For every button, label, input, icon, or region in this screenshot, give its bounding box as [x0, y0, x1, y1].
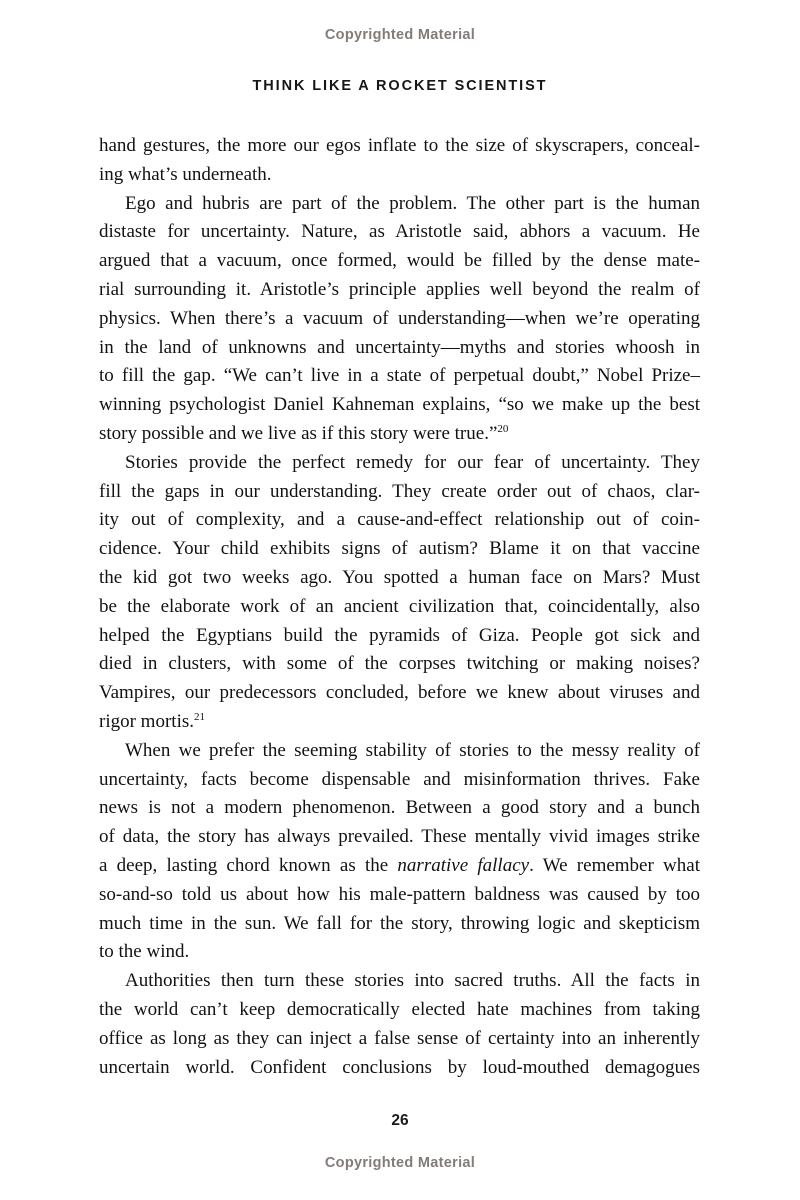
text-line: When we prefer the seeming stability of stories to the messy reality of	[125, 739, 700, 761]
text-line: died in clusters, with some of the corpses twitching or making noises?	[99, 653, 700, 675]
copyright-notice-top: Copyrighted Material	[324, 27, 476, 43]
text-line: helped the Egyptians build the pyramids of Giza. People got sick and	[99, 624, 700, 646]
text-line: of data, the story has always prevailed. These mentally vivid images strike	[99, 826, 700, 848]
text-line: story possible and we live as if this story were true.”$^{20}$	[99, 422, 509, 444]
text-line: office as long as they can inject a false sense of certainty into an inherently	[99, 1027, 700, 1049]
text-line: Ego and hubris are part of the problem. The other part is the human	[125, 192, 700, 214]
text-block	[99, 132, 700, 1082]
text-line: physics. When there’s a vacuum of understanding—when we’re operating	[99, 307, 700, 329]
text-line: winning psychologist Daniel Kahneman explains, “so we make up the best	[99, 394, 700, 416]
paragraph	[99, 967, 700, 1082]
copyright-notice-bottom: Copyrighted Material	[324, 1155, 476, 1171]
text-line: hand gestures, the more our egos inflate to the size of skyscrapers, conceal-	[99, 135, 700, 156]
text-line: argued that a vacuum, once formed, would be filled by the dense mate-	[99, 250, 700, 272]
text-line: rigor mortis.$^{21}$	[99, 710, 205, 732]
text-line: Authorities then turn these stories into sacred truths. All the facts in	[125, 970, 700, 992]
text-line: a deep, lasting chord known as the narrative fallacy. We remember what	[99, 854, 700, 876]
text-line: be the elaborate work of an ancient civilization that, coincidentally, also	[99, 595, 700, 617]
text-line: in the land of unknowns and uncertainty—myths and stories whoosh in	[99, 336, 700, 358]
text-line: so-and-so told us about how his male-pattern baldness was caused by too	[99, 883, 700, 905]
text-line: distaste for uncertainty. Nature, as Aristotle said, abhors a vacuum. He	[99, 221, 700, 243]
text-line: rial surrounding it. Aristotle’s principle applies well beyond the realm of	[99, 278, 700, 300]
text-line: to the wind.	[99, 941, 190, 963]
text-line: the world can’t keep democratically elected hate machines from taking	[99, 998, 700, 1020]
paragraph	[99, 737, 700, 967]
text-line: ing what’s underneath.	[99, 163, 272, 185]
paragraph	[99, 190, 700, 449]
text-line: cidence. Your child exhibits signs of autism? Blame it on that vaccine	[99, 538, 700, 560]
text-line: much time in the sun. We fall for the story, throwing logic and skepticism	[99, 912, 700, 934]
paragraph	[99, 449, 700, 737]
text-line: uncertainty, facts become dispensable and misinformation thrives. Fake	[99, 768, 700, 790]
text-line: fill the gaps in our understanding. They create order out of chaos, clar-	[99, 480, 700, 502]
text-line: Stories provide the perfect remedy for our fear of uncertainty. They	[125, 451, 700, 473]
page-number: 26	[391, 1112, 409, 1129]
paragraph	[99, 132, 700, 190]
text-line: uncertain world. Confident conclusions by loud-mouthed demagogues	[99, 1056, 700, 1078]
text-line: to fill the gap. “We can’t live in a state of perpetual doubt,” Nobel Prize–	[99, 365, 700, 387]
running-header: THINK LIKE A ROCKET SCIENTIST	[252, 78, 548, 94]
text-line: news is not a modern phenomenon. Between a good story and a bunch	[99, 797, 700, 819]
text-line: ity out of complexity, and a cause-and-effect relationship out of coin-	[99, 509, 700, 531]
text-line: the kid got two weeks ago. You spotted a human face on Mars? Must	[99, 566, 700, 588]
text-line: Vampires, our predecessors concluded, before we knew about viruses and	[99, 682, 700, 704]
